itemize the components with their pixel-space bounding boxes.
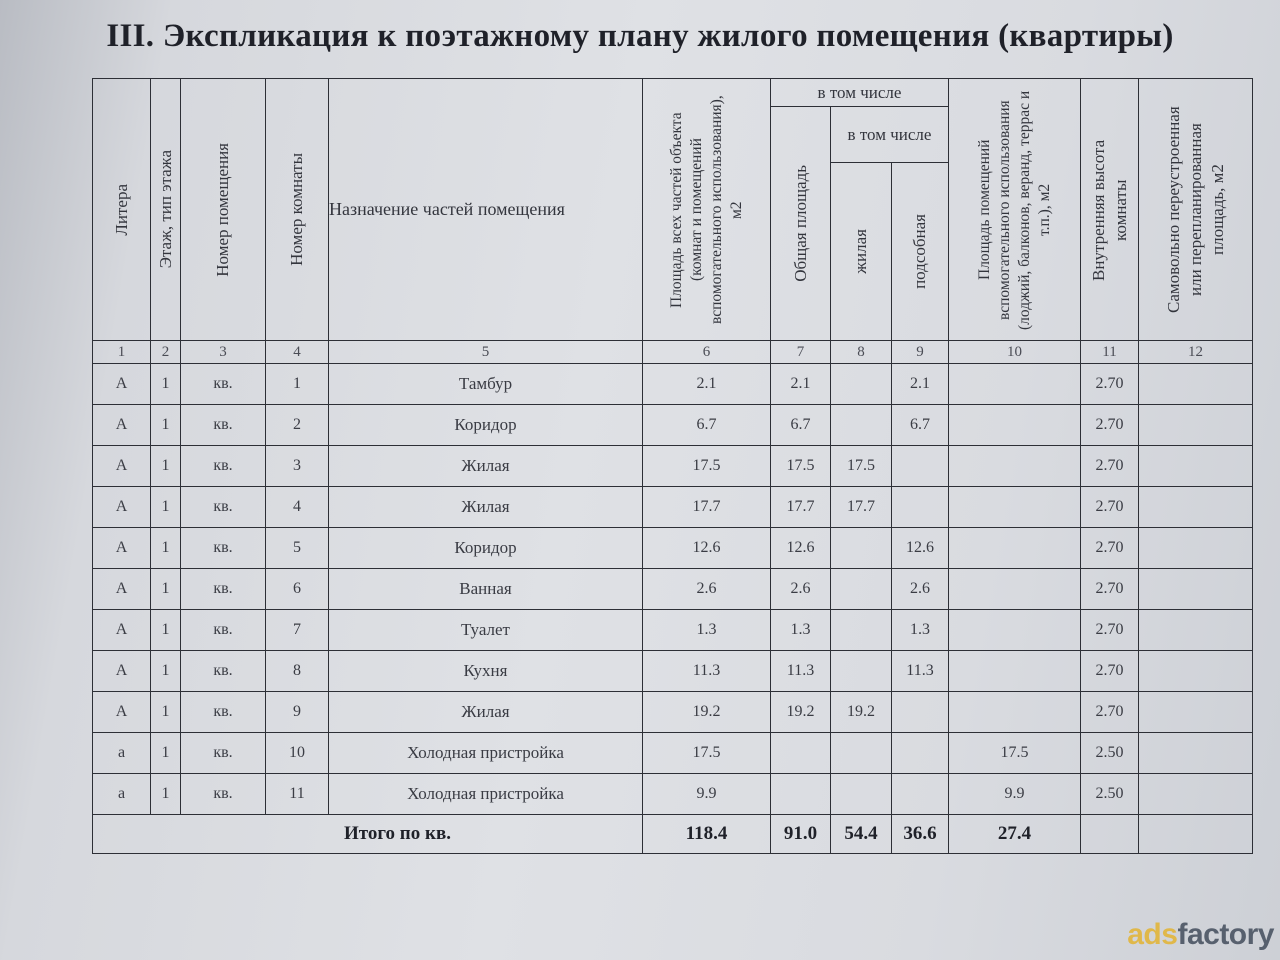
cell-floor: 1 [151,446,181,487]
watermark-part1: ads [1127,918,1178,951]
cell-area: 17.7 [643,487,771,528]
cell-living [831,774,892,815]
header-total-area: Общая площадь [771,107,831,341]
cell-name: Туалет [329,610,643,651]
cell-name: Коридор [329,528,643,569]
cell-floor: 1 [151,610,181,651]
table-row [93,364,1253,405]
cell-premise: кв. [181,692,266,733]
cell-premise: кв. [181,774,266,815]
column-number: 11 [1081,341,1139,364]
total-aux-prem: 27.4 [949,815,1081,854]
header-including: в том числе [771,79,949,107]
cell-floor: 1 [151,364,181,405]
cell-area: 12.6 [643,528,771,569]
total-living: 54.4 [831,815,892,854]
cell-room: 7 [266,610,329,651]
column-number: 4 [266,341,329,364]
cell-name: Коридор [329,405,643,446]
cell-premise: кв. [181,569,266,610]
table-row [93,610,1253,651]
cell-aux-prem [949,610,1081,651]
cell-unauth [1139,651,1253,692]
cell-living: 17.5 [831,446,892,487]
cell-total [771,774,831,815]
cell-litera: а [93,774,151,815]
cell-premise: кв. [181,733,266,774]
table-row [93,487,1253,528]
cell-living [831,405,892,446]
cell-total: 11.3 [771,651,831,692]
cell-aux-prem [949,692,1081,733]
header-room-number: Номер комнаты [266,79,329,341]
cell-living: 17.7 [831,487,892,528]
cell-area: 2.1 [643,364,771,405]
cell-total: 17.5 [771,446,831,487]
watermark-part2: factory [1177,918,1274,951]
cell-litera: А [93,487,151,528]
column-number: 9 [892,341,949,364]
cell-total: 6.7 [771,405,831,446]
cell-name: Холодная пристройка [329,774,643,815]
cell-unauth [1139,692,1253,733]
column-number: 10 [949,341,1081,364]
cell-unauth [1139,733,1253,774]
cell-aux-prem [949,446,1081,487]
cell-aux [892,487,949,528]
table-row [93,651,1253,692]
column-number: 5 [329,341,643,364]
cell-height: 2.70 [1081,446,1139,487]
cell-area: 17.5 [643,446,771,487]
cell-litera: а [93,733,151,774]
cell-aux-prem: 9.9 [949,774,1081,815]
cell-name: Холодная пристройка [329,733,643,774]
cell-height: 2.70 [1081,364,1139,405]
header-area-all: Площадь всех частей объекта (комнат и помещений вспомогательного использования), м2 [643,79,771,341]
table-row [93,569,1253,610]
header-unauthorized: Самовольно переустроенная или перепланированная площадь, м2 [1139,79,1253,341]
header-living: жилая [831,163,892,341]
header-floor: Этаж, тип этажа [151,79,181,341]
cell-living: 19.2 [831,692,892,733]
table-row [93,774,1253,815]
header-litera: Литера [93,79,151,341]
cell-height: 2.70 [1081,610,1139,651]
cell-aux-prem [949,569,1081,610]
cell-room: 5 [266,528,329,569]
cell-unauth [1139,774,1253,815]
table-row [93,405,1253,446]
cell-litera: А [93,405,151,446]
cell-litera: А [93,610,151,651]
header-auxiliary: подсобная [892,163,949,341]
column-number: 7 [771,341,831,364]
page-title: III. Экспликация к поэтажному плану жилого помещения (квартиры) [106,18,1174,54]
cell-living [831,569,892,610]
cell-area: 19.2 [643,692,771,733]
cell-aux [892,692,949,733]
cell-height: 2.70 [1081,569,1139,610]
column-number: 6 [643,341,771,364]
cell-area: 9.9 [643,774,771,815]
column-number: 12 [1139,341,1253,364]
table-row [93,692,1253,733]
header-height: Внутренняя высота комнаты [1081,79,1139,341]
column-number: 8 [831,341,892,364]
cell-total [771,733,831,774]
totals-label: Итого по кв. [93,815,643,854]
cell-total: 12.6 [771,528,831,569]
cell-premise: кв. [181,610,266,651]
cell-premise: кв. [181,651,266,692]
cell-height: 2.70 [1081,528,1139,569]
cell-total: 2.1 [771,364,831,405]
cell-living [831,651,892,692]
cell-premise: кв. [181,364,266,405]
cell-area: 2.6 [643,569,771,610]
header-aux-premises: Площадь помещений вспомогательного использования (лоджий, балконов, веранд, террас и т.п.), м2 [949,79,1081,341]
watermark-logo [1127,918,1274,952]
cell-room: 3 [266,446,329,487]
cell-floor: 1 [151,774,181,815]
cell-litera: А [93,364,151,405]
cell-aux: 11.3 [892,651,949,692]
cell-name: Кухня [329,651,643,692]
cell-name: Ванная [329,569,643,610]
cell-floor: 1 [151,692,181,733]
cell-premise: кв. [181,487,266,528]
column-number: 2 [151,341,181,364]
table-row [93,733,1253,774]
cell-aux: 2.1 [892,364,949,405]
cell-height: 2.50 [1081,733,1139,774]
header-premise-number: Номер помещения [181,79,266,341]
cell-name: Тамбур [329,364,643,405]
cell-total: 2.6 [771,569,831,610]
total-height [1081,815,1139,854]
header-including-sub: в том числе [831,107,949,163]
cell-aux-prem [949,651,1081,692]
total-area: 118.4 [643,815,771,854]
cell-litera: А [93,569,151,610]
cell-height: 2.70 [1081,405,1139,446]
cell-height: 2.70 [1081,692,1139,733]
cell-aux-prem: 17.5 [949,733,1081,774]
cell-aux: 2.6 [892,569,949,610]
cell-total: 19.2 [771,692,831,733]
cell-litera: А [93,446,151,487]
cell-area: 1.3 [643,610,771,651]
cell-room: 11 [266,774,329,815]
cell-aux-prem [949,364,1081,405]
cell-total: 17.7 [771,487,831,528]
cell-unauth [1139,487,1253,528]
cell-premise: кв. [181,528,266,569]
cell-room: 10 [266,733,329,774]
cell-aux-prem [949,528,1081,569]
table-row [93,528,1253,569]
cell-litera: А [93,528,151,569]
cell-floor: 1 [151,487,181,528]
cell-floor: 1 [151,651,181,692]
header-purpose: Назначение частей помещения [329,79,643,341]
cell-room: 1 [266,364,329,405]
cell-aux: 12.6 [892,528,949,569]
column-number: 3 [181,341,266,364]
cell-floor: 1 [151,405,181,446]
explication-table [92,78,1253,854]
cell-aux [892,446,949,487]
cell-aux-prem [949,405,1081,446]
cell-height: 2.70 [1081,651,1139,692]
cell-area: 11.3 [643,651,771,692]
cell-living [831,610,892,651]
cell-height: 2.50 [1081,774,1139,815]
cell-unauth [1139,446,1253,487]
cell-aux [892,774,949,815]
total-total: 91.0 [771,815,831,854]
cell-total: 1.3 [771,610,831,651]
cell-name: Жилая [329,446,643,487]
cell-litera: А [93,651,151,692]
cell-room: 9 [266,692,329,733]
cell-living [831,733,892,774]
cell-area: 6.7 [643,405,771,446]
cell-room: 2 [266,405,329,446]
cell-aux-prem [949,487,1081,528]
cell-name: Жилая [329,692,643,733]
column-numbers-row [93,341,1253,364]
cell-room: 4 [266,487,329,528]
cell-unauth [1139,405,1253,446]
cell-room: 8 [266,651,329,692]
total-aux: 36.6 [892,815,949,854]
cell-living [831,364,892,405]
cell-name: Жилая [329,487,643,528]
cell-aux: 1.3 [892,610,949,651]
cell-room: 6 [266,569,329,610]
cell-aux [892,733,949,774]
totals-row [93,815,1253,854]
cell-litera: А [93,692,151,733]
cell-aux: 6.7 [892,405,949,446]
cell-unauth [1139,610,1253,651]
column-number: 1 [93,341,151,364]
table-row [93,446,1253,487]
cell-living [831,528,892,569]
cell-unauth [1139,528,1253,569]
cell-floor: 1 [151,569,181,610]
cell-floor: 1 [151,528,181,569]
cell-unauth [1139,364,1253,405]
cell-premise: кв. [181,446,266,487]
cell-area: 17.5 [643,733,771,774]
cell-height: 2.70 [1081,487,1139,528]
cell-premise: кв. [181,405,266,446]
cell-unauth [1139,569,1253,610]
total-unauth [1139,815,1253,854]
cell-floor: 1 [151,733,181,774]
